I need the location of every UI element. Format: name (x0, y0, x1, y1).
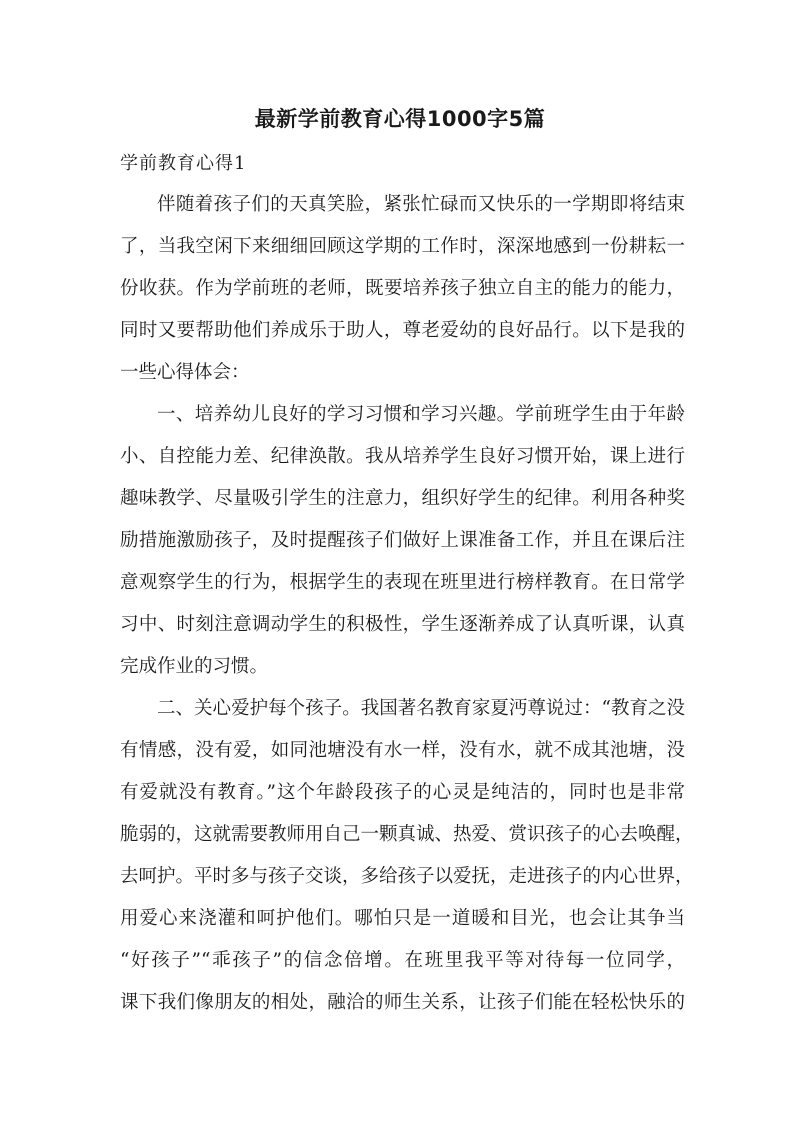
paragraph-line: 份收获。作为学前班的老师，既要培养孩子独立自主的能力的能力， (120, 278, 685, 299)
paragraph-line: “好孩子”“乖孩子”的信念倍增。在班里我平等对待每一位同学， (120, 950, 685, 971)
paragraph-line: 励措施激励孩子，及时提醒孩子们做好上课准备工作，并且在课后注 (120, 530, 685, 551)
paragraph-line: 脆弱的，这就需要教师用自己一颗真诚、热爱、赏识孩子的心去唤醒， (120, 824, 694, 845)
paragraph-line: 意观察学生的行为，根据学生的表现在班里进行榜样教育。在日常学 (120, 572, 685, 593)
paragraph-line: 有爱就没有教育。”这个年龄段孩子的心灵是纯洁的，同时也是非常 (120, 782, 685, 803)
paragraph-line: 伴随着孩子们的天真笑脸，紧张忙碌而又快乐的一学期即将结束 (157, 194, 685, 215)
paragraph-line: 去呵护。平时多与孩子交谈，多给孩子以爱抚，走进孩子的内心世界， (120, 866, 694, 887)
paragraph-line: 有情感，没有爱，如同池塘没有水一样，没有水，就不成其池塘，没 (120, 740, 685, 761)
paragraph-line: 了，当我空闲下来细细回顾这学期的工作时，深深地感到一份耕耘一 (120, 236, 685, 257)
paragraph-line: 用爱心来浇灌和呵护他们。哪怕只是一道暖和目光，也会让其争当 (120, 908, 685, 929)
paragraph-line: 趣味教学、尽量吸引学生的注意力，组织好学生的纪律。利用各种奖 (120, 488, 685, 509)
section-heading: 学前教育心得1 (120, 153, 247, 174)
paragraph-line: 一些心得体会： (120, 362, 250, 383)
paragraph-line: 课下我们像朋友的相处，融洽的师生关系，让孩子们能在轻松快乐的 (120, 992, 685, 1013)
paragraph-line: 小、自控能力差、纪律涣散。我从培养学生良好习惯开始，课上进行 (120, 446, 685, 467)
paragraph-line: 二、关心爱护每个孩子。我国著名教育家夏沔尊说过：“教育之没 (157, 698, 685, 719)
document-title: 最新学前教育心得1000字5篇 (254, 107, 546, 131)
paragraph-line: 一、培养幼儿良好的学习习惯和学习兴趣。学前班学生由于年龄 (157, 404, 685, 425)
paragraph-line: 同时又要帮助他们养成乐于助人，尊老爱幼的良好品行。以下是我的 (120, 320, 685, 341)
paragraph-line: 习中、时刻注意调动学生的积极性，学生逐渐养成了认真听课，认真 (120, 614, 685, 635)
paragraph-line: 完成作业的习惯。 (120, 656, 269, 677)
